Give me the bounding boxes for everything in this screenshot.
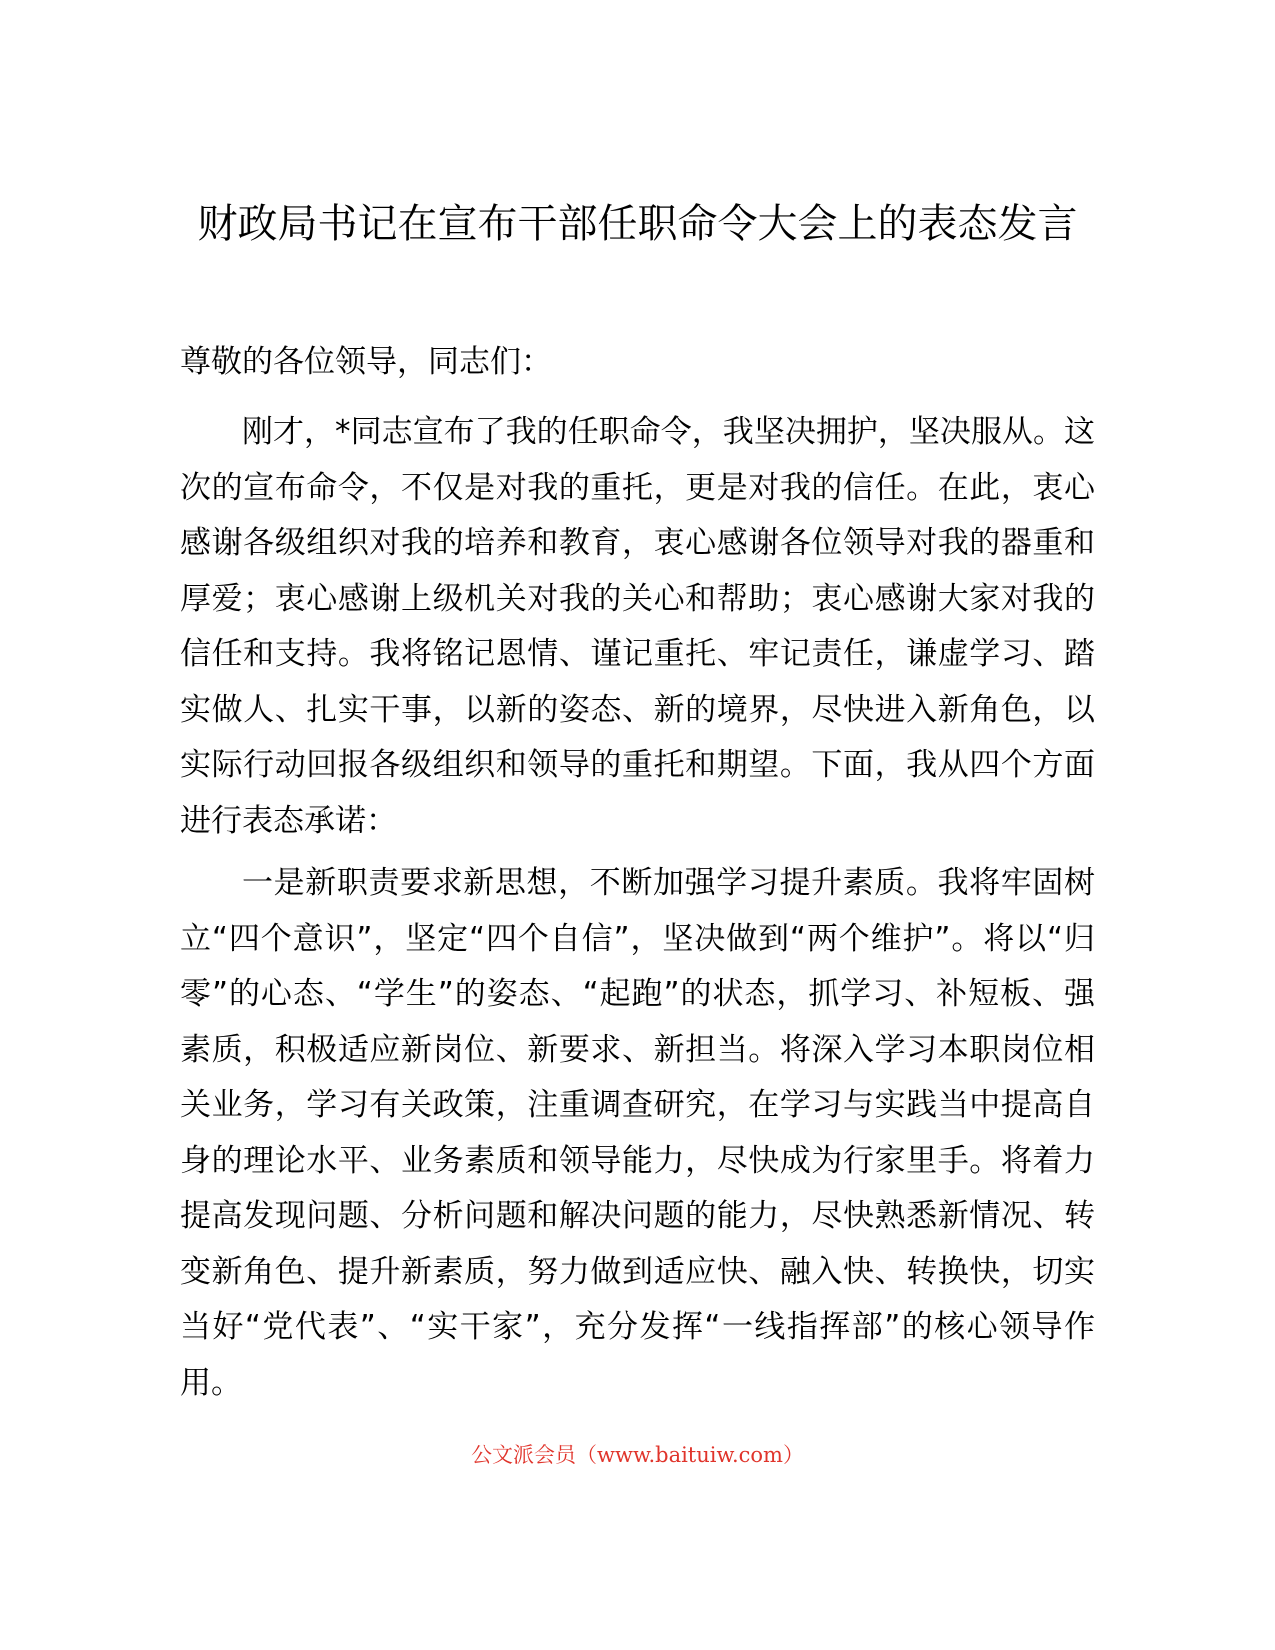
paragraph-1: 刚才，*同志宣布了我的任职命令，我坚决拥护，坚决服从。这次的宣布命令，不仅是对我的重托，更是对我的信任。在此，衷心感谢各级组织对我的培养和教育，衷心感谢各位领导对我的器重和厚爱；衷心感谢上级机关对我的关心和帮助；衷心感谢大家对我的信任和支持。我将铭记恩情、谨记重托、牢记责任，谦虚学习、踏实做人、扎实干事，以新的姿态、新的境界，尽快进入新角色，以实际行动回报各级组织和领导的重托和期望。下面，我从四个方面进行表态承诺：	[180, 414, 1095, 839]
salutation: 尊敬的各位领导，同志们：	[180, 344, 552, 380]
document-title: 财政局书记在宣布干部任职命令大会上的表态发言	[197, 201, 1078, 247]
paragraph-2: 一是新职责要求新思想，不断加强学习提升素质。我将牢固树立“四个意识”，坚定“四个自信”，坚决做到“两个维护”。将以“归零”的心态、“学生”的姿态、“起跑”的状态，抓学习、补短板、强素质，积极适应新岗位、新要求、新担当。将深入学习本职岗位相关业务，学习有关政策，注重调查研究，在学习与实践当中提高自身的理论水平、业务素质和领导能力，尽快成为行家里手。将着力提高发现问题、分析问题和解决问题的能力，尽快熟悉新情况、转变新角色、提升新素质，努力做到适应快、融入快、转换快，切实当好“党代表”、“实干家”，充分发挥“一线指挥部”的核心领导作用。	[180, 865, 1095, 1401]
footer-watermark: 公文派会员（www.baituiw.com）	[471, 1443, 804, 1467]
